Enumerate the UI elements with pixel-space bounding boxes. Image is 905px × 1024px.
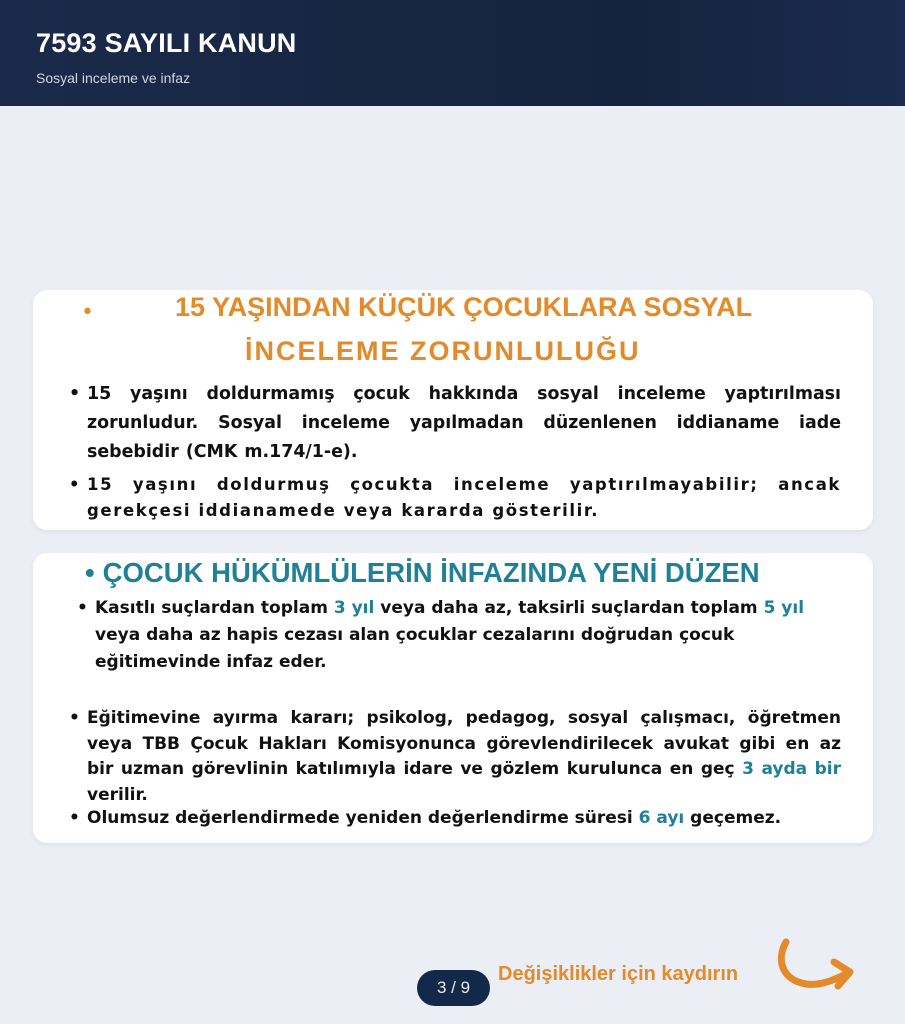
page-title: 7593 SAYILI KANUN [36, 28, 297, 58]
list-item [69, 706, 841, 808]
list-item-text: Eğitimevine ayırma kararı; psikolog, pedagog, sosyal çalışmacı, öğretmen veya TBB Çocuk Hakları Komisyonunca görevlendirilecek avukat gibi en az bir uzman görevlinin katılımıyla idare ve gözlem kurulunca en geç [87, 708, 841, 779]
page-indicator: 3 / 9 [417, 970, 490, 1006]
list-item: • 15 yaşını doldurmuş çocukta inceleme yaptırılmayabilir; ancak gerekçesi iddianamede veya kararda gösterilir. [69, 472, 841, 524]
section-card-social-inquiry [33, 290, 873, 530]
highlight-term: 3 yıl [333, 598, 375, 618]
list-item-text: veya daha az, taksirli suçlardan toplam [374, 598, 764, 618]
list-item-text: veya daha az hapis cezası alan çocuklar cezalarını doğrudan çocuk eğitimevinde infaz eder. [95, 625, 735, 672]
highlight-term: 6 ayı [638, 808, 685, 828]
section-title-line2: İNCELEME ZORUNLULUĞU [245, 336, 641, 366]
section-title-text: ÇOCUK HÜKÜMLÜLERİN İNFAZINDA YENİ DÜZEN [102, 557, 760, 588]
scroll-hint-label: Değişiklikler için kaydırın [498, 963, 739, 985]
list-item-text: verilir. [87, 784, 148, 805]
list-item [69, 806, 841, 831]
header-bar [0, 0, 905, 106]
list-item-text: geçemez. [684, 808, 782, 828]
section-title [85, 557, 760, 589]
list-item-text: Kasıtlı suçlardan toplam [95, 598, 334, 618]
highlight-term: 5 yıl [763, 598, 805, 618]
page-subtitle: Sosyal inceleme ve infaz [36, 70, 191, 86]
section-card-child-enforcement [33, 553, 873, 843]
section-title-line1: 15 YAŞINDAN KÜÇÜK ÇOCUKLARA SOSYAL [175, 292, 753, 322]
list-item-text: Olumsuz değerlendirmede yeniden değerlendirme süresi [87, 808, 639, 828]
curved-arrow-right-icon[interactable] [776, 934, 860, 1000]
list-item [77, 595, 827, 676]
highlight-term: 3 ayda bir [742, 759, 841, 779]
bullet-dot-icon: • [85, 557, 95, 588]
bullet-dot-icon: • [81, 300, 94, 325]
list-item: • 15 yaşını doldurmamış çocuk hakkında sosyal inceleme yaptırılması zorunludur. Sosyal inceleme yapılmadan düzenlenen iddianame iade sebebidir (CMK m.174/1-e). [69, 380, 841, 467]
